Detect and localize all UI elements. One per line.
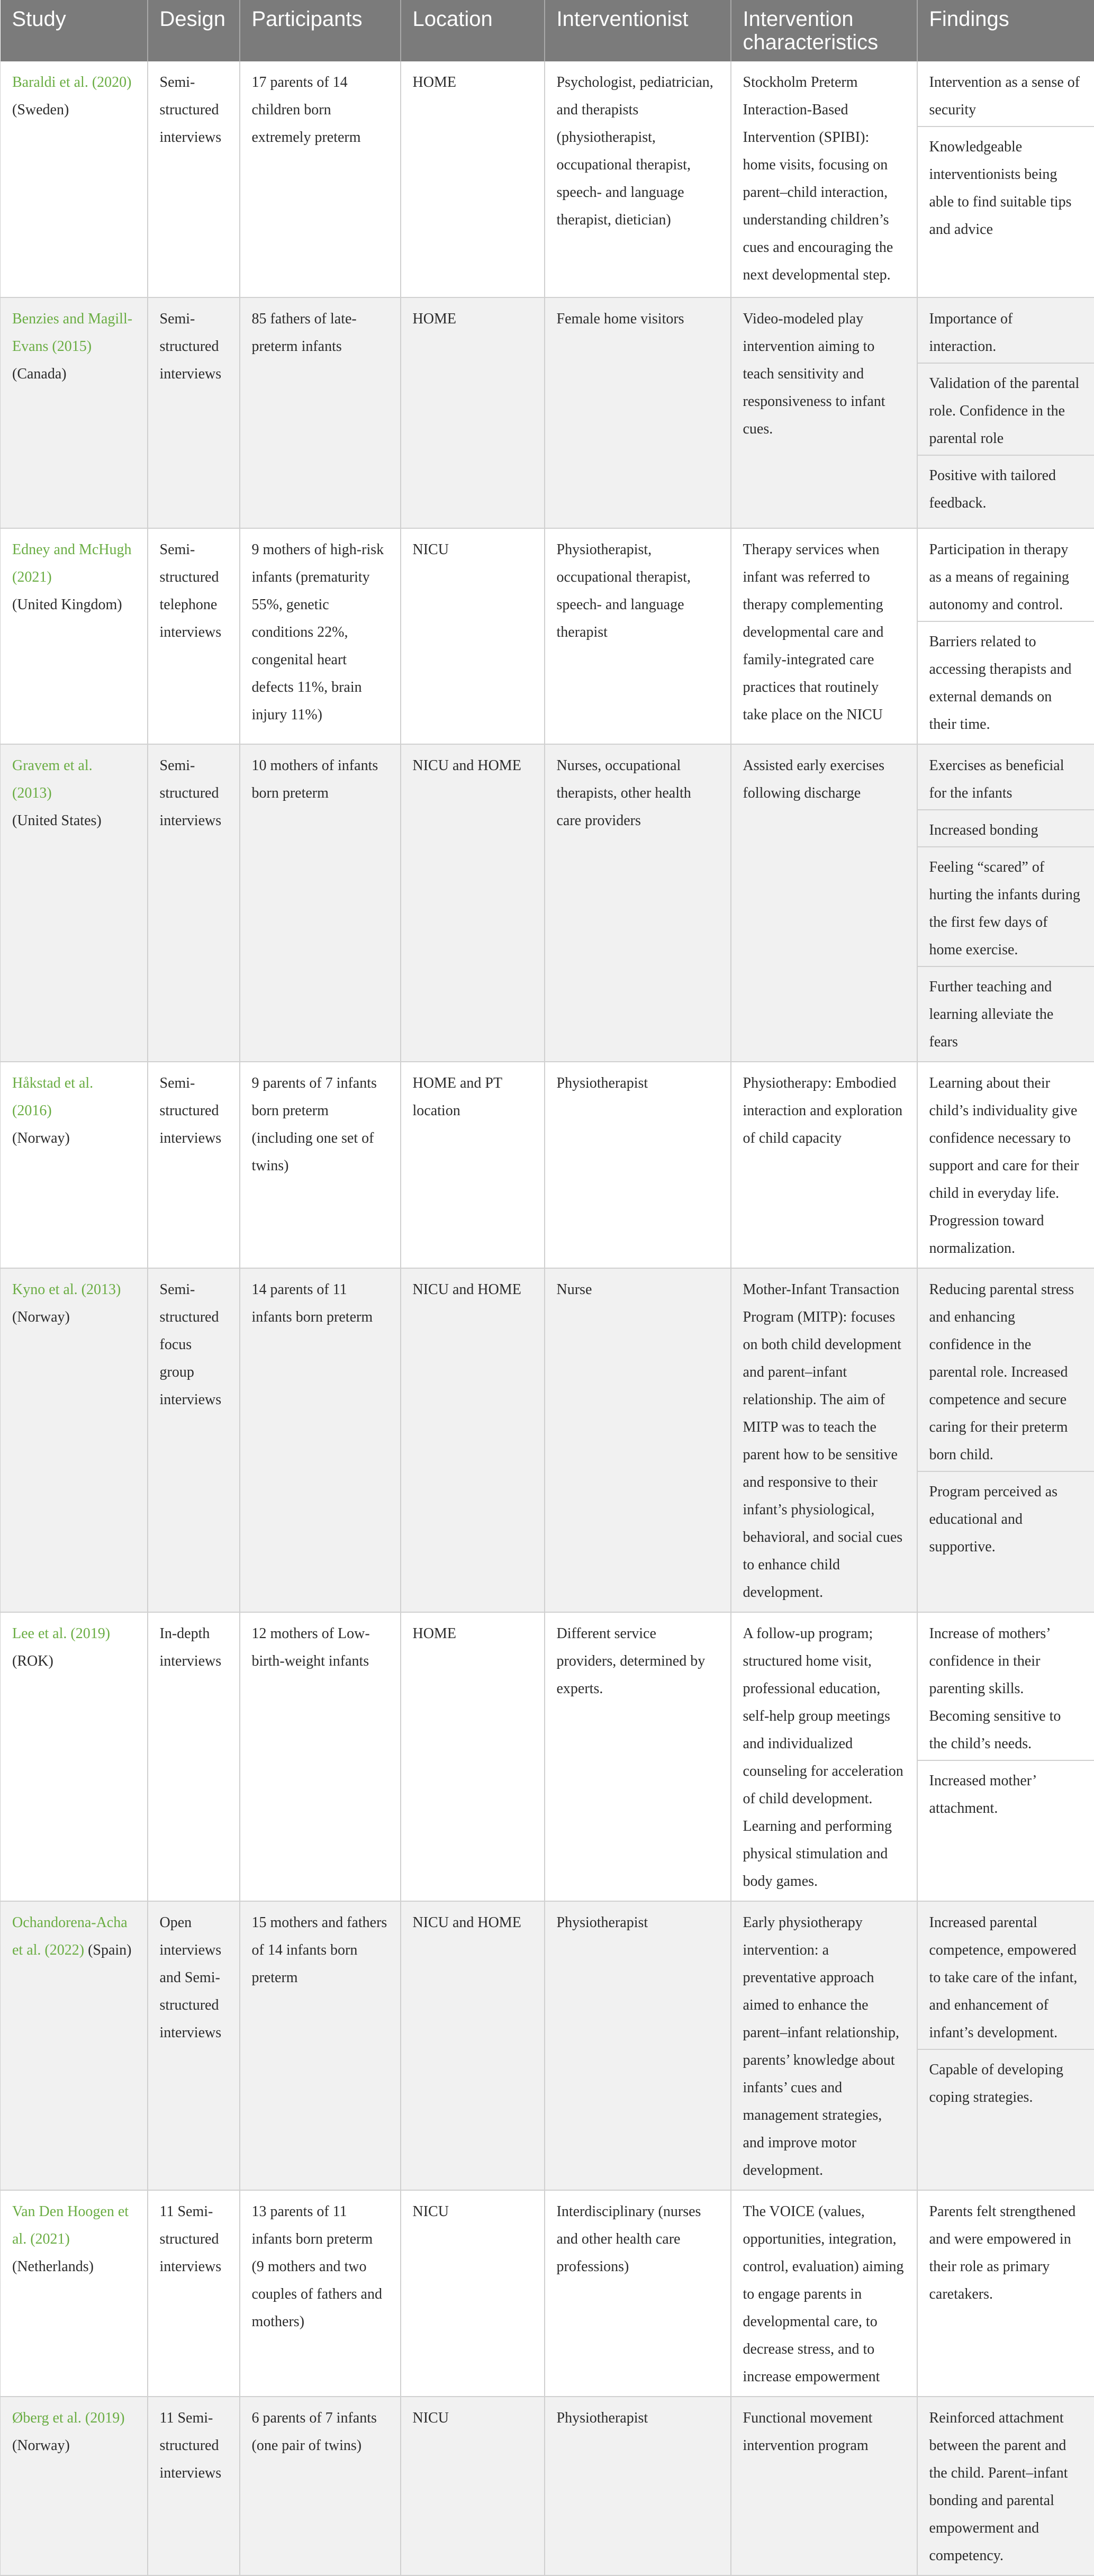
location-cell: HOME: [401, 1612, 545, 1901]
findings-cell: [917, 2397, 1094, 2575]
study-country: (Canada): [12, 366, 67, 382]
finding-item: Reinforced attachment between the parent and the child. Parent–infant bonding and parental empowerment and competency.: [929, 2405, 1083, 2572]
location-cell: HOME: [401, 61, 545, 297]
location-cell: NICU and HOME: [401, 1901, 545, 2190]
finding-item: Parents felt strengthened and were empowered in their role as primary caretakers.: [929, 2198, 1083, 2310]
participants-cell: 13 parents of 11 infants born preterm (9 mothers and two couples of fathers and mothers): [240, 2190, 401, 2397]
study-cell: [1, 297, 148, 528]
study-country: (Spain): [88, 1942, 131, 1958]
study-country: (Netherlands): [12, 2258, 94, 2275]
design-cell: 11 Semi-structured interviews: [148, 2190, 240, 2397]
study-cell: [1, 1612, 148, 1901]
study-cell: [1, 2397, 148, 2575]
participants-cell: 17 parents of 14 children born extremely preterm: [240, 61, 401, 297]
design-cell: Semi-structured interviews: [148, 744, 240, 1062]
interventionist-cell: Physiotherapist: [545, 1062, 731, 1268]
header-row: [1, 0, 1094, 61]
header-participants: Participants: [240, 0, 401, 61]
location-cell: NICU: [401, 528, 545, 744]
study-cell: [1, 61, 148, 297]
study-link[interactable]: Kyno et al. (2013): [12, 1281, 121, 1298]
participants-cell: 12 mothers of Low-birth-weight infants: [240, 1612, 401, 1901]
interventionist-cell: Psychologist, pediatrician, and therapists (physiotherapist, occupational therapist, speech- and language therapist, dietician): [545, 61, 731, 297]
characteristics-cell: Stockholm Preterm Interaction-Based Intervention (SPIBI): home visits, focusing on parent–child interaction, understanding children’s cues and encouraging the next developmental step.: [731, 61, 917, 297]
table-row: [1, 1268, 1094, 1612]
finding-item: Increased mother’ attachment.: [918, 1760, 1094, 1824]
finding-item: Increased parental competence, empowered to take care of the infant, and enhancement of infant’s development.: [929, 1909, 1083, 2049]
interventionist-cell: Physiotherapist: [545, 1901, 731, 2190]
finding-item: Knowledgeable interventionists being able to find suitable tips and advice: [918, 126, 1094, 246]
characteristics-cell: Mother-Infant Transaction Program (MITP): focuses on both child development and parent–infant relationship. The aim of MITP was to teach the parent how to be sensitive and responsive to their infant’s physiological, behavioral, and social cues to enhance child development.: [731, 1268, 917, 1612]
interventionist-cell: Interdisciplinary (nurses and other health care professions): [545, 2190, 731, 2397]
study-cell: [1, 744, 148, 1062]
table-row: [1, 61, 1094, 297]
study-link[interactable]: Edney and McHugh (2021): [12, 541, 132, 585]
study-link[interactable]: Benzies and Magill-Evans (2015): [12, 311, 132, 355]
findings-cell: [917, 61, 1094, 297]
study-link[interactable]: Øberg et al. (2019): [12, 2410, 125, 2426]
study-country: (Sweden): [12, 102, 69, 118]
study-link[interactable]: Van Den Hoogen et al. (2021): [12, 2203, 129, 2247]
design-cell: 11 Semi-structured interviews: [148, 2397, 240, 2575]
participants-cell: 15 mothers and fathers of 14 infants born preterm: [240, 1901, 401, 2190]
finding-item: Validation of the parental role. Confidence in the parental role: [918, 363, 1094, 455]
design-cell: Semi-structured interviews: [148, 61, 240, 297]
finding-item: Intervention as a sense of security: [929, 69, 1083, 126]
interventionist-cell: Female home visitors: [545, 297, 731, 528]
study-cell: [1, 1901, 148, 2190]
finding-item: Further teaching and learning alleviate the fears: [918, 966, 1094, 1058]
interventionist-cell: Nurse: [545, 1268, 731, 1612]
finding-item: Program perceived as educational and supportive.: [918, 1471, 1094, 1563]
participants-cell: 9 parents of 7 infants born preterm (including one set of twins): [240, 1062, 401, 1268]
finding-item: Importance of interaction.: [929, 305, 1083, 363]
interventionist-cell: Nurses, occupational therapists, other health care providers: [545, 744, 731, 1062]
header-interventionist: Interventionist: [545, 0, 731, 61]
study-country: (Norway): [12, 2437, 70, 2454]
finding-item: Barriers related to accessing therapists and external demands on their time.: [918, 621, 1094, 740]
characteristics-cell: Physiotherapy: Embodied interaction and exploration of child capacity: [731, 1062, 917, 1268]
findings-cell: [917, 1612, 1094, 1901]
location-cell: NICU: [401, 2397, 545, 2575]
header-intervention-characteristics: Intervention characteristics: [731, 0, 917, 61]
characteristics-cell: The VOICE (values, opportunities, integration, control, evaluation) aiming to engage parents in developmental care, to decrease stress, and to increase empowerment: [731, 2190, 917, 2397]
study-cell: [1, 1268, 148, 1612]
participants-cell: 14 parents of 11 infants born preterm: [240, 1268, 401, 1612]
finding-item: Increase of mothers’ confidence in their parenting skills. Becoming sensitive to the child’s needs.: [929, 1620, 1083, 1760]
header-location: Location: [401, 0, 545, 61]
design-cell: Semi-structured focus group interviews: [148, 1268, 240, 1612]
study-cell: [1, 528, 148, 744]
characteristics-cell: A follow-up program; structured home visit, professional education, self-help group meetings and individualized counseling for acceleration of child development. Learning and performing physical stimulation and body games.: [731, 1612, 917, 1901]
characteristics-cell: Functional movement intervention program: [731, 2397, 917, 2575]
findings-cell: [917, 744, 1094, 1062]
participants-cell: 10 mothers of infants born preterm: [240, 744, 401, 1062]
characteristics-cell: Early physiotherapy intervention: a preventative approach aimed to enhance the parent–infant relationship, parents’ knowledge about infants’ cues and management strategies, and improve motor development.: [731, 1901, 917, 2190]
study-country: (United States): [12, 812, 102, 829]
table-row: [1, 1062, 1094, 1268]
table-body: [1, 61, 1094, 2575]
location-cell: NICU and HOME: [401, 744, 545, 1062]
study-cell: [1, 2190, 148, 2397]
study-link[interactable]: Lee et al. (2019): [12, 1625, 110, 1642]
header-findings: Findings: [917, 0, 1094, 61]
study-link[interactable]: Ochandorena-Acha et al. (2022): [12, 1914, 128, 1958]
design-cell: In-depth interviews: [148, 1612, 240, 1901]
findings-cell: [917, 1901, 1094, 2190]
table-row: [1, 528, 1094, 744]
characteristics-cell: Assisted early exercises following discharge: [731, 744, 917, 1062]
finding-item: Exercises as beneficial for the infants: [929, 752, 1083, 809]
participants-cell: 6 parents of 7 infants (one pair of twins): [240, 2397, 401, 2575]
findings-cell: [917, 1268, 1094, 1612]
study-country: (United Kingdom): [12, 596, 122, 613]
table-row: [1, 1612, 1094, 1901]
study-link[interactable]: Baraldi et al. (2020): [12, 74, 131, 91]
design-cell: Semi-structured interviews: [148, 1062, 240, 1268]
study-country: (Norway): [12, 1130, 70, 1146]
location-cell: HOME: [401, 297, 545, 528]
location-cell: HOME and PT location: [401, 1062, 545, 1268]
finding-item: Participation in therapy as a means of regaining autonomy and control.: [929, 536, 1083, 621]
participants-cell: 85 fathers of late-preterm infants: [240, 297, 401, 528]
findings-cell: [917, 528, 1094, 744]
study-link[interactable]: Gravem et al. (2013): [12, 757, 93, 801]
table-row: [1, 297, 1094, 528]
design-cell: Open interviews and Semi-structured interviews: [148, 1901, 240, 2190]
study-country: (ROK): [12, 1653, 53, 1669]
participants-cell: 9 mothers of high-risk infants (prematurity 55%, genetic conditions 22%, congenital heart defects 11%, brain injury 11%): [240, 528, 401, 744]
finding-item: Feeling “scared” of hurting the infants during the first few days of home exercise.: [918, 846, 1094, 966]
interventionist-cell: Physiotherapist, occupational therapist, speech- and language therapist: [545, 528, 731, 744]
design-cell: Semi-structured telephone interviews: [148, 528, 240, 744]
interventionist-cell: Different service providers, determined by experts.: [545, 1612, 731, 1901]
table-header: [1, 0, 1094, 61]
study-link[interactable]: Håkstad et al. (2016): [12, 1075, 93, 1119]
interventionist-cell: Physiotherapist: [545, 2397, 731, 2575]
header-study: Study: [1, 0, 148, 61]
header-design: Design: [148, 0, 240, 61]
study-cell: [1, 1062, 148, 1268]
finding-item: Learning about their child’s individuality give confidence necessary to support and care for their child in everyday life. Progression toward normalization.: [929, 1070, 1083, 1264]
findings-cell: [917, 2190, 1094, 2397]
characteristics-cell: Video-modeled play intervention aiming to teach sensitivity and responsiveness to infant cues.: [731, 297, 917, 528]
design-cell: Semi-structured interviews: [148, 297, 240, 528]
table-row: [1, 2397, 1094, 2575]
finding-item: Positive with tailored feedback.: [918, 455, 1094, 519]
table-row: [1, 1901, 1094, 2190]
findings-cell: [917, 1062, 1094, 1268]
findings-cell: [917, 297, 1094, 528]
table-row: [1, 2190, 1094, 2397]
table-row: [1, 744, 1094, 1062]
study-country: (Norway): [12, 1309, 70, 1325]
finding-item: Capable of developing coping strategies.: [918, 2049, 1094, 2113]
finding-item: Reducing parental stress and enhancing confidence in the parental role. Increased competence and secure caring for their preterm born child.: [929, 1276, 1083, 1471]
location-cell: NICU and HOME: [401, 1268, 545, 1612]
characteristics-cell: Therapy services when infant was referred to therapy complementing developmental care and family-integrated care practices that routinely take place on the NICU: [731, 528, 917, 744]
location-cell: NICU: [401, 2190, 545, 2397]
finding-item: Increased bonding: [918, 809, 1094, 846]
